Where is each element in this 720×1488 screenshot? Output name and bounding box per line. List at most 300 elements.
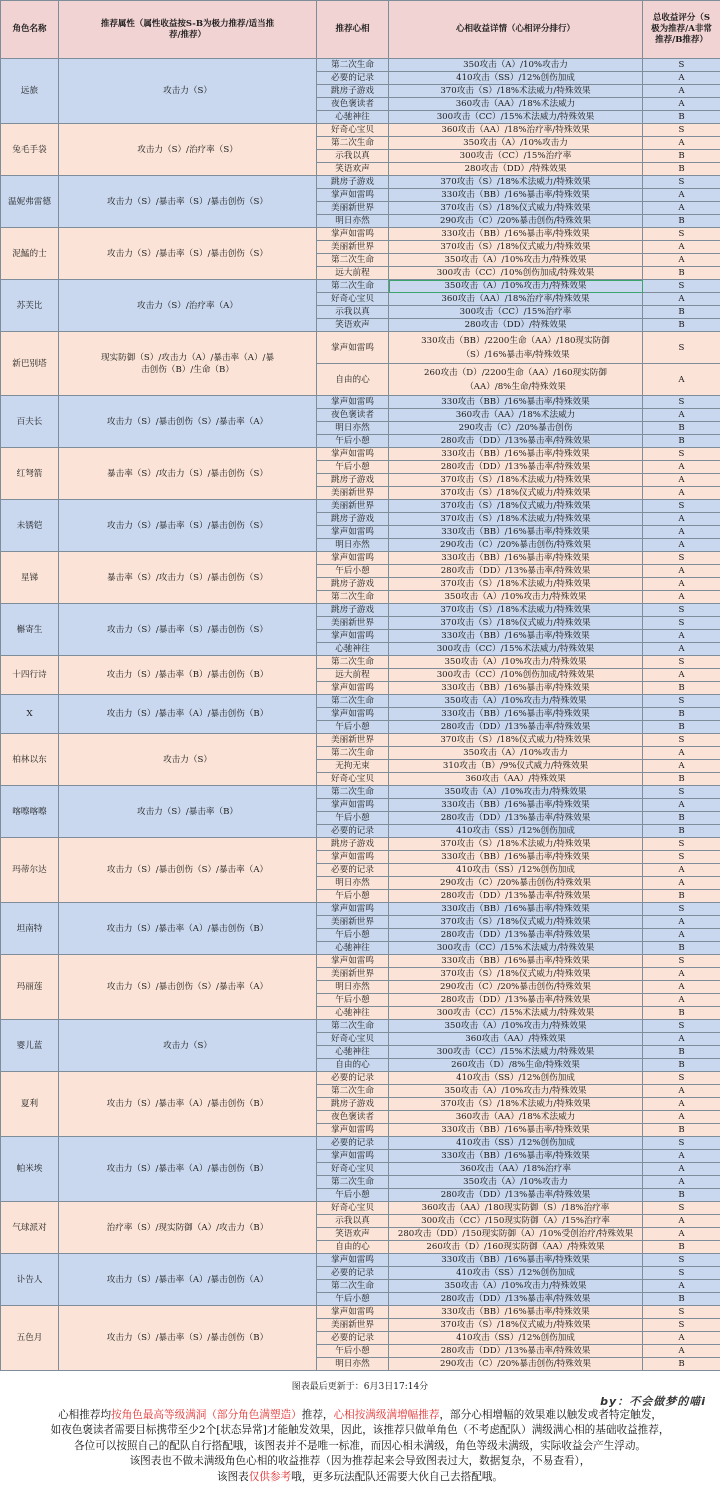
rating[interactable]: S: [643, 1072, 720, 1085]
rating[interactable]: A: [643, 643, 720, 656]
rating[interactable]: S: [643, 734, 720, 747]
mind-name[interactable]: 远大前程: [317, 669, 389, 682]
mind-detail[interactable]: 350攻击（A）/10%攻击力/特殊效果: [389, 280, 643, 293]
mind-detail[interactable]: 360攻击（AA）/特殊效果: [389, 1033, 643, 1046]
mind-detail[interactable]: 410攻击（SS）/12%创伤加成: [389, 72, 643, 85]
mind-name[interactable]: 美丽新世界: [317, 202, 389, 215]
mind-name[interactable]: 午后小憩: [317, 929, 389, 942]
rating[interactable]: A: [643, 1111, 720, 1124]
mind-detail[interactable]: 360攻击（AA）/18%治疗率/特殊效果: [389, 293, 643, 306]
mind-detail[interactable]: 330攻击（BB）/16%暴击率/特殊效果: [389, 903, 643, 916]
mind-name[interactable]: 第二次生命: [317, 747, 389, 760]
mind-name[interactable]: 夜色褒读者: [317, 409, 389, 422]
mind-detail[interactable]: 360攻击（AA）/18%治疗率/特殊效果: [389, 124, 643, 137]
mind-name[interactable]: 美丽新世界: [317, 241, 389, 254]
recommended-attributes[interactable]: 攻击力（S）/暴击率（A）/暴击创伤（B）: [59, 695, 317, 734]
recommended-attributes[interactable]: 治疗率（S）/现实防御（A）/攻击力（B）: [59, 1202, 317, 1254]
character-name[interactable]: 喀嚓喀嚓: [1, 786, 59, 838]
mind-name[interactable]: 必要的记录: [317, 825, 389, 838]
rating[interactable]: B: [643, 708, 720, 721]
character-name[interactable]: 远旅: [1, 59, 59, 124]
mind-name[interactable]: 掌声如雷鸣: [317, 682, 389, 695]
mind-detail[interactable]: 350攻击（A）/10%攻击力/特殊效果: [389, 656, 643, 669]
rating[interactable]: B: [643, 1124, 720, 1137]
mind-detail[interactable]: 330攻击（BB）/16%暴击率/特殊效果: [389, 448, 643, 461]
mind-name[interactable]: 掌声如雷鸣: [317, 708, 389, 721]
recommended-attributes[interactable]: 攻击力（S）: [59, 734, 317, 786]
mind-name[interactable]: 第二次生命: [317, 786, 389, 799]
mind-detail[interactable]: 300攻击（CC）/15%术法威力/特殊效果: [389, 942, 643, 955]
mind-name[interactable]: 掌声如雷鸣: [317, 448, 389, 461]
rating[interactable]: S: [643, 903, 720, 916]
recommended-attributes[interactable]: 攻击力（S）: [59, 59, 317, 124]
rating[interactable]: A: [643, 994, 720, 1007]
recommended-attributes[interactable]: 攻击力（S）/治疗率（S）: [59, 124, 317, 176]
mind-detail[interactable]: 280攻击（DD）/13%暴击率/特殊效果: [389, 890, 643, 903]
character-name[interactable]: 十四行诗: [1, 656, 59, 695]
mind-detail[interactable]: 350攻击（A）/10%攻击力/特殊效果: [389, 1085, 643, 1098]
rating[interactable]: S: [643, 448, 720, 461]
rating[interactable]: S: [643, 228, 720, 241]
rating[interactable]: S: [643, 1137, 720, 1150]
mind-name[interactable]: 午后小憩: [317, 1345, 389, 1358]
mind-name[interactable]: 掌声如雷鸣: [317, 332, 389, 364]
mind-name[interactable]: 示我以真: [317, 150, 389, 163]
mind-detail[interactable]: 370攻击（S）/18%仪式威力/特殊效果: [389, 734, 643, 747]
mind-detail[interactable]: 360攻击（AA）/180现实防御（S）/18%治疗率: [389, 1202, 643, 1215]
mind-name[interactable]: 美丽新世界: [317, 487, 389, 500]
character-name[interactable]: 未锈铠: [1, 500, 59, 552]
mind-name[interactable]: 第二次生命: [317, 695, 389, 708]
character-name[interactable]: 玛丽莲: [1, 955, 59, 1020]
rating[interactable]: A: [643, 1176, 720, 1189]
mind-detail[interactable]: 280攻击（DD）/13%暴击率/特殊效果: [389, 1189, 643, 1202]
rating[interactable]: S: [643, 500, 720, 513]
rating[interactable]: A: [643, 578, 720, 591]
rating[interactable]: A: [643, 1280, 720, 1293]
mind-name[interactable]: 第二次生命: [317, 280, 389, 293]
mind-name[interactable]: 第二次生命: [317, 1020, 389, 1033]
mind-name[interactable]: 笑语欢声: [317, 163, 389, 176]
recommended-attributes[interactable]: 攻击力（S）/暴击创伤（S）/暴击率（A）: [59, 955, 317, 1020]
mind-detail[interactable]: 290攻击（C）/20%暴击创伤/特殊效果: [389, 539, 643, 552]
mind-detail[interactable]: 280攻击（DD）/13%暴击率/特殊效果: [389, 994, 643, 1007]
rating[interactable]: B: [643, 825, 720, 838]
mind-name[interactable]: 自由的心: [317, 1059, 389, 1072]
mind-name[interactable]: 美丽新世界: [317, 968, 389, 981]
rating[interactable]: A: [643, 591, 720, 604]
rating[interactable]: B: [643, 773, 720, 786]
mind-name[interactable]: 心驰神往: [317, 111, 389, 124]
rating[interactable]: A: [643, 254, 720, 267]
rating[interactable]: S: [643, 1254, 720, 1267]
mind-detail[interactable]: 370攻击（S）/18%术法威力/特殊效果: [389, 176, 643, 189]
rating[interactable]: A: [643, 364, 720, 396]
rating[interactable]: A: [643, 669, 720, 682]
mind-name[interactable]: 必要的记录: [317, 1072, 389, 1085]
rating[interactable]: A: [643, 513, 720, 526]
mind-detail[interactable]: 370攻击（S）/18%仪式威力/特殊效果: [389, 916, 643, 929]
rating[interactable]: A: [643, 487, 720, 500]
mind-detail[interactable]: 370攻击（S）/18%术法威力/特殊效果: [389, 474, 643, 487]
mind-name[interactable]: 第二次生命: [317, 254, 389, 267]
mind-name[interactable]: 第二次生命: [317, 1280, 389, 1293]
mind-detail[interactable]: 290攻击（C）/20%暴击创伤/特殊效果: [389, 981, 643, 994]
mind-name[interactable]: 掌声如雷鸣: [317, 396, 389, 409]
mind-name[interactable]: 美丽新世界: [317, 1319, 389, 1332]
mind-detail[interactable]: 360攻击（AA）/18%术法威力: [389, 409, 643, 422]
character-name[interactable]: 帕米埃: [1, 1137, 59, 1202]
rating[interactable]: S: [643, 332, 720, 364]
rating[interactable]: B: [643, 1293, 720, 1306]
recommended-attributes[interactable]: 暴击率（S）/攻击力（S）/暴击创伤（S）: [59, 448, 317, 500]
mind-detail[interactable]: 370攻击（S）/18%术法威力/特殊效果: [389, 838, 643, 851]
mind-detail[interactable]: 330攻击（BB）/16%暴击率/特殊效果: [389, 396, 643, 409]
rating[interactable]: A: [643, 1085, 720, 1098]
mind-name[interactable]: 明日亦然: [317, 1358, 389, 1371]
recommended-attributes[interactable]: 攻击力（S）/暴击率（A）/暴击创伤（B）: [59, 1137, 317, 1202]
rating[interactable]: A: [643, 929, 720, 942]
mind-name[interactable]: 掌声如雷鸣: [317, 552, 389, 565]
mind-name[interactable]: 午后小憩: [317, 565, 389, 578]
mind-detail[interactable]: 330攻击（BB）/16%暴击率/特殊效果: [389, 682, 643, 695]
rating[interactable]: B: [643, 306, 720, 319]
mind-name[interactable]: 掌声如雷鸣: [317, 189, 389, 202]
mind-name[interactable]: 明日亦然: [317, 981, 389, 994]
mind-detail[interactable]: 370攻击（S）/18%术法威力/特殊效果: [389, 1098, 643, 1111]
recommended-attributes[interactable]: 攻击力（S）/暴击率（A）/暴击创伤（A）: [59, 1254, 317, 1306]
mind-detail[interactable]: 410攻击（SS）/12%创伤加成: [389, 1072, 643, 1085]
mind-name[interactable]: 自由的心: [317, 1241, 389, 1254]
mind-detail[interactable]: 370攻击（S）/18%仪式威力/特殊效果: [389, 241, 643, 254]
mind-detail[interactable]: 350攻击（A）/10%攻击力/特殊效果: [389, 695, 643, 708]
mind-detail[interactable]: 350攻击（A）/10%攻击力/特殊效果: [389, 591, 643, 604]
mind-detail[interactable]: 290攻击（C）/20%暴击创伤/特殊效果: [389, 1358, 643, 1371]
mind-name[interactable]: 明日亦然: [317, 215, 389, 228]
rating[interactable]: A: [643, 409, 720, 422]
mind-name[interactable]: 第二次生命: [317, 137, 389, 150]
rating[interactable]: S: [643, 176, 720, 189]
rating[interactable]: A: [643, 1332, 720, 1345]
mind-detail[interactable]: 300攻击（CC）/15%术法威力/特殊效果: [389, 643, 643, 656]
mind-name[interactable]: 明日亦然: [317, 422, 389, 435]
mind-name[interactable]: 必要的记录: [317, 864, 389, 877]
mind-name[interactable]: 示我以真: [317, 1215, 389, 1228]
mind-name[interactable]: 必要的记录: [317, 72, 389, 85]
mind-name[interactable]: 掌声如雷鸣: [317, 1150, 389, 1163]
mind-detail[interactable]: 330攻击（BB）/16%暴击率/特殊效果: [389, 955, 643, 968]
mind-detail[interactable]: 330攻击（BB）/16%暴击率/特殊效果: [389, 1306, 643, 1319]
mind-name[interactable]: 第二次生命: [317, 59, 389, 72]
rating[interactable]: A: [643, 85, 720, 98]
mind-name[interactable]: 心驰神往: [317, 643, 389, 656]
mind-name[interactable]: 必要的记录: [317, 1137, 389, 1150]
rating[interactable]: A: [643, 526, 720, 539]
mind-detail[interactable]: 300攻击（CC）/15%术法威力/特殊效果: [389, 111, 643, 124]
rating[interactable]: S: [643, 280, 720, 293]
character-name[interactable]: 讣告人: [1, 1254, 59, 1306]
rating[interactable]: S: [643, 1202, 720, 1215]
recommended-attributes[interactable]: 攻击力（S）/暴击率（S）/暴击创伤（S）: [59, 228, 317, 280]
mind-detail[interactable]: 280攻击（DD）/13%暴击率/特殊效果: [389, 1345, 643, 1358]
mind-name[interactable]: 好奇心宝贝: [317, 1163, 389, 1176]
recommended-attributes[interactable]: 攻击力（S）/暴击率（B）/暴击创伤（B）: [59, 656, 317, 695]
mind-detail[interactable]: 280攻击（DD）/特殊效果: [389, 319, 643, 332]
rating[interactable]: B: [643, 721, 720, 734]
rating[interactable]: A: [643, 474, 720, 487]
recommended-attributes[interactable]: 暴击率（S）/攻击力（S）/暴击创伤（S）: [59, 552, 317, 604]
rating[interactable]: B: [643, 1007, 720, 1020]
rating[interactable]: A: [643, 1150, 720, 1163]
mind-name[interactable]: 第二次生命: [317, 1085, 389, 1098]
character-name[interactable]: 红弩箭: [1, 448, 59, 500]
rating[interactable]: B: [643, 267, 720, 280]
mind-name[interactable]: 跳房子游戏: [317, 85, 389, 98]
rating[interactable]: B: [643, 942, 720, 955]
mind-name[interactable]: 美丽新世界: [317, 500, 389, 513]
mind-detail[interactable]: 370攻击（S）/18%仪式威力/特殊效果: [389, 202, 643, 215]
mind-name[interactable]: 笑语欢声: [317, 1228, 389, 1241]
character-name[interactable]: 玛蒂尔达: [1, 838, 59, 903]
mind-detail[interactable]: 350攻击（A）/10%攻击力/特殊效果: [389, 1280, 643, 1293]
mind-name[interactable]: 掌声如雷鸣: [317, 851, 389, 864]
mind-name[interactable]: 掌声如雷鸣: [317, 526, 389, 539]
mind-name[interactable]: 笑语欢声: [317, 319, 389, 332]
rating[interactable]: A: [643, 241, 720, 254]
rating[interactable]: B: [643, 812, 720, 825]
mind-detail[interactable]: 330攻击（BB）/16%暴击率/特殊效果: [389, 1150, 643, 1163]
character-name[interactable]: 温妮弗雷德: [1, 176, 59, 228]
mind-name[interactable]: 掌声如雷鸣: [317, 1124, 389, 1137]
rating[interactable]: B: [643, 215, 720, 228]
rating[interactable]: A: [643, 293, 720, 306]
mind-name[interactable]: 好奇心宝贝: [317, 1202, 389, 1215]
rating[interactable]: A: [643, 1163, 720, 1176]
mind-name[interactable]: 午后小憩: [317, 1293, 389, 1306]
rating[interactable]: S: [643, 604, 720, 617]
mind-name[interactable]: 掌声如雷鸣: [317, 799, 389, 812]
mind-detail[interactable]: 350攻击（A）/10%攻击力/特殊效果: [389, 1020, 643, 1033]
mind-name[interactable]: 跳房子游戏: [317, 176, 389, 189]
character-name[interactable]: 气球派对: [1, 1202, 59, 1254]
mind-detail[interactable]: 300攻击（CC）/15%治疗率: [389, 306, 643, 319]
rating[interactable]: S: [643, 124, 720, 137]
mind-name[interactable]: 午后小憩: [317, 890, 389, 903]
mind-detail[interactable]: 330攻击（BB）/16%暴击率/特殊效果: [389, 799, 643, 812]
mind-name[interactable]: 午后小憩: [317, 721, 389, 734]
mind-detail[interactable]: 360攻击（AA）/特殊效果: [389, 773, 643, 786]
mind-name[interactable]: 心驰神往: [317, 1007, 389, 1020]
mind-name[interactable]: 午后小憩: [317, 812, 389, 825]
mind-name[interactable]: 午后小憩: [317, 1189, 389, 1202]
rating[interactable]: A: [643, 202, 720, 215]
rating[interactable]: A: [643, 1033, 720, 1046]
character-name[interactable]: 柏林以东: [1, 734, 59, 786]
rating[interactable]: S: [643, 786, 720, 799]
mind-detail[interactable]: 260攻击（D）/160现实防御（AA）/特殊效果: [389, 1241, 643, 1254]
mind-detail[interactable]: 280攻击（DD）/特殊效果: [389, 163, 643, 176]
mind-name[interactable]: 第二次生命: [317, 1176, 389, 1189]
mind-name[interactable]: 掌声如雷鸣: [317, 903, 389, 916]
mind-name[interactable]: 远大前程: [317, 267, 389, 280]
rating[interactable]: A: [643, 799, 720, 812]
mind-detail[interactable]: 310攻击（B）/9%仪式威力/特殊效果: [389, 760, 643, 773]
mind-name[interactable]: 掌声如雷鸣: [317, 1254, 389, 1267]
mind-detail[interactable]: 350攻击（A）/10%攻击力: [389, 137, 643, 150]
recommended-attributes[interactable]: 攻击力（S）/治疗率（A）: [59, 280, 317, 332]
mind-detail[interactable]: 360攻击（AA）/18%治疗率: [389, 1163, 643, 1176]
mind-detail[interactable]: 290攻击（C）/20%暴击创伤/特殊效果: [389, 877, 643, 890]
mind-detail[interactable]: 260攻击（D）/8%生命/特殊效果: [389, 1059, 643, 1072]
mind-name[interactable]: 美丽新世界: [317, 617, 389, 630]
mind-detail[interactable]: 350攻击（A）/10%攻击力: [389, 1176, 643, 1189]
rating[interactable]: A: [643, 1345, 720, 1358]
rating[interactable]: B: [643, 435, 720, 448]
rating[interactable]: B: [643, 422, 720, 435]
mind-detail[interactable]: 300攻击（CC）/10%创伤加成/特殊效果: [389, 669, 643, 682]
mind-detail[interactable]: 370攻击（S）/18%仪式威力/特殊效果: [389, 968, 643, 981]
character-name[interactable]: X: [1, 695, 59, 734]
rating[interactable]: A: [643, 981, 720, 994]
mind-detail[interactable]: 370攻击（S）/18%仪式威力/特殊效果: [389, 617, 643, 630]
mind-name[interactable]: 自由的心: [317, 364, 389, 396]
mind-name[interactable]: 好奇心宝贝: [317, 293, 389, 306]
rating[interactable]: B: [643, 111, 720, 124]
character-name[interactable]: 兔毛手袋: [1, 124, 59, 176]
mind-name[interactable]: 跳房子游戏: [317, 838, 389, 851]
mind-detail[interactable]: 410攻击（SS）/12%创伤加成: [389, 1137, 643, 1150]
mind-name[interactable]: 掌声如雷鸣: [317, 1306, 389, 1319]
mind-detail[interactable]: 370攻击（S）/18%术法威力/特殊效果: [389, 85, 643, 98]
recommended-attributes[interactable]: 攻击力（S）/暴击率（S）/暴击创伤（S）: [59, 604, 317, 656]
mind-detail[interactable]: 280攻击（DD）/13%暴击率/特殊效果: [389, 435, 643, 448]
mind-detail[interactable]: 300攻击（CC）/15%治疗率: [389, 150, 643, 163]
mind-detail[interactable]: 330攻击（BB）/16%暴击率/特殊效果: [389, 851, 643, 864]
mind-detail[interactable]: 330攻击（BB）/16%暴击率/特殊效果: [389, 526, 643, 539]
character-name[interactable]: 槲寄生: [1, 604, 59, 656]
rating[interactable]: A: [643, 1098, 720, 1111]
recommended-attributes[interactable]: 攻击力（S）/暴击率（S）/暴击创伤（B）: [59, 1306, 317, 1371]
mind-name[interactable]: 明日亦然: [317, 539, 389, 552]
rating[interactable]: S: [643, 955, 720, 968]
mind-detail[interactable]: 330攻击（BB）/16%暴击率/特殊效果: [389, 228, 643, 241]
rating[interactable]: S: [643, 1020, 720, 1033]
rating[interactable]: A: [643, 137, 720, 150]
mind-detail[interactable]: 410攻击（SS）/12%创伤加成: [389, 825, 643, 838]
mind-detail[interactable]: 330攻击（BB）/16%暴击率/特殊效果: [389, 708, 643, 721]
character-name[interactable]: 苏芙比: [1, 280, 59, 332]
mind-name[interactable]: 示我以真: [317, 306, 389, 319]
mind-name[interactable]: 午后小憩: [317, 461, 389, 474]
mind-detail[interactable]: 300攻击（CC）/15%术法威力/特殊效果: [389, 1007, 643, 1020]
rating[interactable]: S: [643, 552, 720, 565]
rating[interactable]: A: [643, 968, 720, 981]
mind-name[interactable]: 好奇心宝贝: [317, 773, 389, 786]
rating[interactable]: S: [643, 838, 720, 851]
mind-name[interactable]: 美丽新世界: [317, 916, 389, 929]
mind-detail[interactable]: 410攻击（SS）/12%创伤加成: [389, 1267, 643, 1280]
mind-detail[interactable]: 290攻击（C）/20%暴击创伤/特殊效果: [389, 215, 643, 228]
mind-detail[interactable]: 280攻击（DD）/13%暴击率/特殊效果: [389, 1293, 643, 1306]
mind-name[interactable]: 明日亦然: [317, 877, 389, 890]
rating[interactable]: S: [643, 1306, 720, 1319]
mind-name[interactable]: 跳房子游戏: [317, 513, 389, 526]
mind-detail[interactable]: 300攻击（CC）/10%创伤加成/特殊效果: [389, 267, 643, 280]
mind-name[interactable]: 掌声如雷鸣: [317, 955, 389, 968]
recommended-attributes[interactable]: 攻击力（S）/暴击率（A）/暴击创伤（B）: [59, 1072, 317, 1137]
mind-detail[interactable]: 280攻击（DD）/13%暴击率/特殊效果: [389, 929, 643, 942]
rating[interactable]: A: [643, 539, 720, 552]
mind-detail[interactable]: 360攻击（AA）/18%术法威力: [389, 98, 643, 111]
mind-name[interactable]: 第二次生命: [317, 591, 389, 604]
mind-detail[interactable]: 330攻击（BB）/16%暴击率/特殊效果: [389, 1124, 643, 1137]
mind-detail[interactable]: 300攻击（CC）/150现实防御（A）/15%治疗率: [389, 1215, 643, 1228]
rating[interactable]: S: [643, 396, 720, 409]
mind-name[interactable]: 美丽新世界: [317, 734, 389, 747]
recommended-attributes[interactable]: 攻击力（S）/暴击创伤（S）/暴击率（A）: [59, 838, 317, 903]
mind-name[interactable]: 必要的记录: [317, 1267, 389, 1280]
mind-detail[interactable]: 350攻击（A）/10%攻击力/特殊效果: [389, 254, 643, 267]
character-name[interactable]: 婴儿蓝: [1, 1020, 59, 1072]
rating[interactable]: A: [643, 630, 720, 643]
rating[interactable]: B: [643, 163, 720, 176]
rating[interactable]: A: [643, 565, 720, 578]
rating[interactable]: S: [643, 695, 720, 708]
mind-detail[interactable]: 410攻击（SS）/12%创伤加成: [389, 1332, 643, 1345]
mind-name[interactable]: 跳房子游戏: [317, 578, 389, 591]
mind-detail[interactable]: 370攻击（S）/18%仪式威力/特殊效果: [389, 487, 643, 500]
character-name[interactable]: 夏利: [1, 1072, 59, 1137]
mind-name[interactable]: 午后小憩: [317, 435, 389, 448]
rating[interactable]: S: [643, 656, 720, 669]
mind-detail[interactable]: 330攻击（BB）/16%暴击率/特殊效果: [389, 1254, 643, 1267]
mind-detail[interactable]: 370攻击（S）/18%仪式威力/特殊效果: [389, 1319, 643, 1332]
mind-detail[interactable]: 350攻击（A）/10%攻击力/特殊效果: [389, 786, 643, 799]
rating[interactable]: S: [643, 1267, 720, 1280]
mind-name[interactable]: 心驰神往: [317, 1046, 389, 1059]
mind-name[interactable]: 夜色褒读者: [317, 98, 389, 111]
rating[interactable]: S: [643, 1319, 720, 1332]
rating[interactable]: A: [643, 916, 720, 929]
rating[interactable]: B: [643, 319, 720, 332]
mind-detail[interactable]: 370攻击（S）/18%术法威力/特殊效果: [389, 604, 643, 617]
mind-detail[interactable]: 410攻击（SS）/12%创伤加成: [389, 864, 643, 877]
mind-detail[interactable]: 330攻击（BB）/16%暴击率/特殊效果: [389, 630, 643, 643]
mind-name[interactable]: 掌声如雷鸣: [317, 228, 389, 241]
recommended-attributes[interactable]: 攻击力（S）/暴击率（B）: [59, 786, 317, 838]
mind-name[interactable]: 掌声如雷鸣: [317, 630, 389, 643]
mind-name[interactable]: 跳房子游戏: [317, 474, 389, 487]
mind-name[interactable]: 跳房子游戏: [317, 1098, 389, 1111]
rating[interactable]: A: [643, 760, 720, 773]
mind-name[interactable]: 第二次生命: [317, 656, 389, 669]
rating[interactable]: A: [643, 1228, 720, 1241]
mind-detail[interactable]: 350攻击（A）/10%攻击力: [389, 747, 643, 760]
mind-detail[interactable]: 290攻击（C）/20%暴击创伤: [389, 422, 643, 435]
mind-detail[interactable]: 280攻击（DD）/13%暴击率/特殊效果: [389, 461, 643, 474]
rating[interactable]: S: [643, 851, 720, 864]
rating[interactable]: B: [643, 1358, 720, 1371]
mind-name[interactable]: 跳房子游戏: [317, 604, 389, 617]
recommended-attributes[interactable]: 攻击力（S）/暴击率（S）/暴击创伤（S）: [59, 176, 317, 228]
mind-detail[interactable]: 280攻击（DD）/13%暴击率/特殊效果: [389, 812, 643, 825]
rating[interactable]: S: [643, 59, 720, 72]
character-name[interactable]: 新巴别塔: [1, 332, 59, 396]
mind-name[interactable]: 好奇心宝贝: [317, 1033, 389, 1046]
rating[interactable]: B: [643, 1241, 720, 1254]
mind-detail[interactable]: 330攻击（BB）/16%暴击率/特殊效果: [389, 552, 643, 565]
rating[interactable]: A: [643, 877, 720, 890]
